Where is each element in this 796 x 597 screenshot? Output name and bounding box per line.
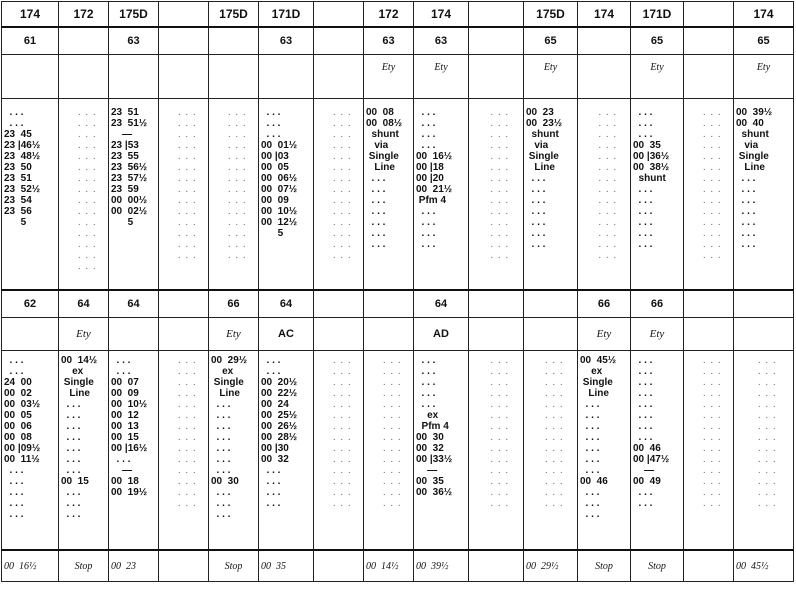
note-cell: Ety [209, 318, 259, 351]
time-cell: . . . . . . . . . . . . . . . . . . . . . . . . . . . . . . . . . . . . . . . . . . [469, 99, 524, 291]
train-number-cell: 64 [109, 290, 159, 318]
train-number-cell: 63 [109, 27, 159, 55]
train-number-cell: 62 [2, 290, 59, 318]
train-number-cell [524, 290, 578, 318]
header-cell [684, 2, 734, 28]
times-row-2 [2, 351, 794, 551]
time-cell: . . . . . . . . . . . . . . . . . . . . . . . . . . . . . . . . . . . . . . . . . . [469, 351, 524, 551]
note-cell [59, 55, 109, 99]
header-row [2, 2, 794, 28]
note-cell [314, 55, 364, 99]
train-number-row-2 [2, 290, 794, 318]
train-number-cell: 63 [414, 27, 469, 55]
note-cell: Ety [414, 55, 469, 99]
time-cell: . . . . . . 00 07 00 09 00 10½ 00 12 00 13 00 15 00 |16½ . . . — 00 18 00 19½ [109, 351, 159, 551]
train-number-cell: 63 [259, 27, 314, 55]
note-cell [469, 318, 524, 351]
note-cell: Ety [631, 55, 684, 99]
end-cell [314, 550, 364, 582]
train-number-cell: 64 [414, 290, 469, 318]
header-cell: 174 [578, 2, 631, 28]
note-cell: Ety [631, 318, 684, 351]
note-cell [364, 318, 414, 351]
note-cell [314, 318, 364, 351]
train-number-cell [364, 290, 414, 318]
note-cell [684, 55, 734, 99]
time-cell: . . . . . . . . . . . . . . . . . . . . . . . . . . . . . . . . . . . . . . . . . . [524, 351, 578, 551]
end-cell [684, 550, 734, 582]
note-cell [734, 318, 794, 351]
train-number-cell [469, 290, 524, 318]
train-number-cell [469, 27, 524, 55]
train-number-cell [159, 27, 209, 55]
train-number-cell: 61 [2, 27, 59, 55]
time-cell: . . . . . . . . . . . . . . . . . . . . . . . . . . . . . . . . . . . . . . . . . . [159, 99, 209, 291]
train-number-cell: 66 [209, 290, 259, 318]
train-number-cell [209, 27, 259, 55]
train-number-cell [314, 290, 364, 318]
note-cell [524, 318, 578, 351]
time-cell: . . . . . . 24 00 00 02 00 03½ 00 05 00 06 00 08 00 |09½ 00 11½ . . . . . . . . . . . . . . . [2, 351, 59, 551]
time-cell: . . . . . . . . . . . . . . . . . . . . . . . . . . . . . . . . . . . . . . . . . . . . . [59, 99, 109, 291]
train-number-cell: 64 [259, 290, 314, 318]
train-number-cell [684, 290, 734, 318]
time-cell: . . . . . . . . . . . . . . . . . . . . . . . . . . . . . . . . . . . . . . . . . . [578, 99, 631, 291]
note-cell [109, 318, 159, 351]
header-cell: 171D [631, 2, 684, 28]
end-cell: 00 14½ [364, 550, 414, 582]
note-cell: Ety [578, 318, 631, 351]
end-cell: 00 39½ [414, 550, 469, 582]
train-number-cell: 65 [524, 27, 578, 55]
note-cell [469, 55, 524, 99]
time-cell: . . . . . . . . . 00 35 00 |36½ 00 38½ shunt . . . . . . . . . . . . . . . . . . [631, 99, 684, 291]
header-cell: 175D [109, 2, 159, 28]
end-cell: Stop [578, 550, 631, 582]
note-cell [109, 55, 159, 99]
time-cell: 00 14½ ex Single Line . . . . . . . . . . . . . . . . . . . . . 00 15 . . . . . . . . . [59, 351, 109, 551]
note-cell [209, 55, 259, 99]
time-cell: 00 45½ ex Single Line . . . . . . . . . . . . . . . . . . . . . 00 46 . . . . . . . . . [578, 351, 631, 551]
train-number-cell [59, 27, 109, 55]
timetable [1, 1, 794, 582]
header-cell: 171D [259, 2, 314, 28]
note-cell: Ety [59, 318, 109, 351]
train-number-cell [159, 290, 209, 318]
note-cell [684, 318, 734, 351]
note-cell: Ety [364, 55, 414, 99]
train-number-cell: 66 [578, 290, 631, 318]
train-number-cell: 65 [734, 27, 794, 55]
time-cell: . . . . . . . . . 00 01½ 00 |03 00 05 00 06½ 00 07½ 00 09 00 10½ 00 12½ 5 [259, 99, 314, 291]
time-cell: . . . . . . . . . . . . . . . . . . . . . . . . . . . . . . . . . . . . . . . . . . [684, 351, 734, 551]
train-number-cell: 64 [59, 290, 109, 318]
end-cell [469, 550, 524, 582]
time-cell: 23 51 23 51½ — 23 |53 23 55 23 56½ 23 57½ 23 59 00 00½ 00 02½ 5 [109, 99, 159, 291]
train-number-cell [578, 27, 631, 55]
header-cell: 174 [414, 2, 469, 28]
train-number-cell [314, 27, 364, 55]
time-cell: . . . . . . . . . . . . . . . . . . . . . . . . 00 46 00 |47½ — 00 49 . . . . . . [631, 351, 684, 551]
note-cell [159, 55, 209, 99]
time-cell: . . . . . . 23 45 23 |46½ 23 48½ 23 50 23 51 23 52½ 23 54 23 56 5 [2, 99, 59, 291]
time-cell: . . . . . . . . . . . . . . . . . . . . . . . . . . . . . . . . . . . . . . . . . . [159, 351, 209, 551]
header-cell: 174 [2, 2, 59, 28]
train-number-cell [684, 27, 734, 55]
end-cell: Stop [631, 550, 684, 582]
note-cell [2, 55, 59, 99]
end-cell: Stop [59, 550, 109, 582]
note-cell [259, 55, 314, 99]
header-cell [469, 2, 524, 28]
time-cell: . . . . . . . . . . . . . . . . . . . . . . . . . . . . . . . . . . . . . . . . . . [364, 351, 414, 551]
note-cell [578, 55, 631, 99]
header-cell: 174 [734, 2, 794, 28]
train-number-cell: 63 [364, 27, 414, 55]
times-row-1 [2, 99, 794, 291]
end-cell [159, 550, 209, 582]
end-cell: 00 35 [259, 550, 314, 582]
time-cell: . . . . . . 00 20½ 00 22½ 00 24 00 25½ 00 26½ 00 28½ 00 |30 00 32 . . . . . . . . . . . . [259, 351, 314, 551]
header-cell: 172 [59, 2, 109, 28]
note-cell: Ety [524, 55, 578, 99]
note-cell [159, 318, 209, 351]
end-cell: 00 23 [109, 550, 159, 582]
note-cell [2, 318, 59, 351]
header-cell [314, 2, 364, 28]
time-cell: . . . . . . . . . . . . 00 16½ 00 |18 00 |20 00 21½ Pfm 4 . . . . . . . . . . . . [414, 99, 469, 291]
train-number-cell: 66 [631, 290, 684, 318]
end-cell: 00 29½ [524, 550, 578, 582]
note-cell: AD [414, 318, 469, 351]
train-number-row-1 [2, 27, 794, 55]
train-number-cell: 65 [631, 27, 684, 55]
header-cell: 175D [209, 2, 259, 28]
notes-row-2 [2, 318, 794, 351]
time-cell: 00 08 00 08½ shunt via Single Line . . . . . . . . . . . . . . . . . . . . . [364, 99, 414, 291]
notes-row-1 [2, 55, 794, 99]
note-cell: AC [259, 318, 314, 351]
time-cell: . . . . . . . . . . . . . . . . . . . . . . . . . . . . . . . . . . . . . . . . . . [314, 99, 364, 291]
end-cell: Stop [209, 550, 259, 582]
header-cell [159, 2, 209, 28]
time-cell: 00 29½ ex Single Line . . . . . . . . . . . . . . . . . . . . . 00 30 . . . . . . . . . [209, 351, 259, 551]
time-cell: 00 39½ 00 40 shunt via Single Line . . . . . . . . . . . . . . . . . . . . . [734, 99, 794, 291]
end-row [2, 550, 794, 582]
time-cell: . . . . . . . . . . . . . . . . . . . . . . . . . . . . . . . . . . . . . . . . . . [684, 99, 734, 291]
time-cell: . . . . . . . . . . . . . . . . . . . . . . . . . . . . . . . . . . . . . . . . . . [734, 351, 794, 551]
train-number-cell [734, 290, 794, 318]
end-cell: 00 45½ [734, 550, 794, 582]
time-cell: 00 23 00 23½ shunt via Single Line . . . . . . . . . . . . . . . . . . . . . [524, 99, 578, 291]
note-cell: Ety [734, 55, 794, 99]
time-cell: . . . . . . . . . . . . . . . . . . . . . . . . . . . . . . . . . . . . . . . . . . [314, 351, 364, 551]
header-cell: 172 [364, 2, 414, 28]
header-cell: 175D [524, 2, 578, 28]
time-cell: . . . . . . . . . . . . . . . ex Pfm 4 00 30 00 32 00 |33½ — 00 35 00 36½ [414, 351, 469, 551]
end-cell: 00 16½ [2, 550, 59, 582]
time-cell: . . . . . . . . . . . . . . . . . . . . . . . . . . . . . . . . . . . . . . . . . . [209, 99, 259, 291]
